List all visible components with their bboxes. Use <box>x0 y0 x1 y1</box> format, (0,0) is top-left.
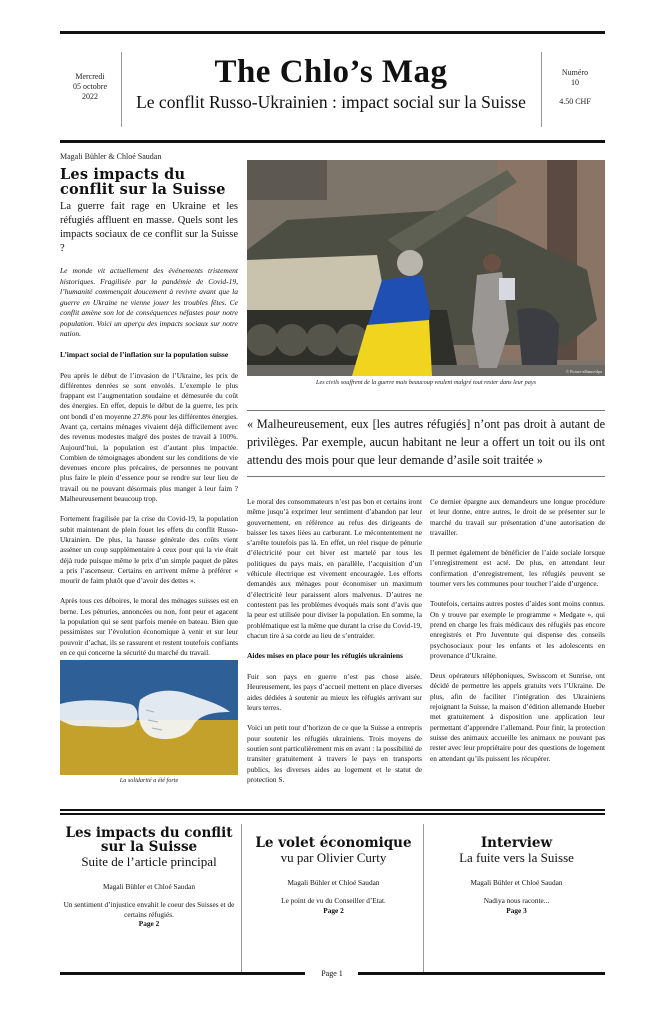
issue-price: 4.50 CHF <box>559 97 591 106</box>
footer-rule-right <box>358 972 605 975</box>
teaser-subtitle: La fuite vers la Suisse <box>459 850 574 865</box>
article-column-3 <box>430 497 605 774</box>
publication-subtitle: Le conflit Russo-Ukrainien : impact social sur la Suisse <box>136 92 526 112</box>
teaser-headline: Interview <box>480 835 553 851</box>
quote-rule-top <box>247 410 605 411</box>
masthead-issue <box>545 68 605 107</box>
teaser-headline: Le volet économique <box>255 835 412 851</box>
article-deck: La guerre fait rage en Ukraine et les réfugiés affluent en masse. Quels sont les impacts sociaux de ce conflit sur la Suisse ? <box>60 201 238 254</box>
date-year: 2022 <box>82 92 98 101</box>
teaser-description: Le point de vu du Conseiller d’Etat. <box>281 896 386 905</box>
article-column-2 <box>247 497 422 795</box>
teaser-main-article[interactable] <box>60 826 238 928</box>
teaser-description: Un sentiment d’injustice envahit le coeur des Suisses et de certains réfugiés. <box>63 900 235 919</box>
paragraph: Après tous ces déboires, le moral des ménages suisses est en berne. Les pénuries, annoncées ou non, font peur et agacent la population qui se sent parfois menée en bateau. Bien que pessimistes sur l’évolution économique à venir et sur leur pouvoir d’achat, ils se rassurent et restent toutefois confiants en ce qui concerne la sécurité du marché du travail. <box>60 596 238 657</box>
masthead-divider-left <box>121 52 122 127</box>
solidarity-caption: La solidarité a été forte <box>119 777 179 784</box>
paragraph: Peu après le début de l’invasion de l’Ukraine, les prix de différentes denrées se sont envolés. L’exemple le plus frappant est l’augmentation soudaine et démesurée du coût des énergies. En effet, depuis le début de la guerre, les prix ont bondi d’en moyenne 27.8% pour les différentes énergies. Avant ça, certains ménages vivaient déjà difficilement avec des revenus modestes malgré des postes de travail à 100%. Aujourd’hui, la population est d’autant plus impactée. Combien de témoignages abondent sur les conditions de vie devenues encore plus précaires, de personnes ne pouvant plus faire le plein d’essence pour se rendre sur leur lieu de travail ou ne pouvant désormais plus manger à leur faim ? Malheureusement beaucoup trop. <box>60 370 238 504</box>
issue-number: 10 <box>571 78 579 87</box>
section-title-inflation: L’impact social de l’inflation sur la population suisse <box>60 349 229 359</box>
article-byline: Magali Bühler & Chloé Saudan <box>60 152 162 161</box>
teaser-subtitle: vu par Olivier Curty <box>280 850 387 865</box>
teaser-headline: Les impacts du conflit sur la Suisse <box>65 825 233 855</box>
paragraph: Il permet également de bénéficier de l’aide sociale lorsque l’enregistrement est acté. De plus, en attendant leur confirmation d’enregistrement, les réfugiés peuvent se tourner vers les communes pour toucher l’aide d’urgence. <box>430 548 605 589</box>
pull-quote: « Malheureusement, eux [les autres réfugiés] n’ont pas droit à autant de privilèges. Par exemple, aucun habitant ne leur a offert un toit ou ils ont attendu des mois pour que leur demande d’asile soit traitée » <box>247 417 605 467</box>
publication-title: The Chlo’s Mag <box>214 54 448 90</box>
teaser-divider-1 <box>241 824 242 974</box>
paragraph: Voici un petit tour d’horizon de ce que la Suisse a entrepris pour soutenir les réfugiés ukrainiens. Trois moyens de soutien sont particulièrement mis en avant : la possibilité de transiter gratuitement à travers le pays en transports publics, les diverses aides au logement et le statut de protection S. <box>247 723 422 784</box>
paragraph: Deux opérateurs téléphoniques, Swisscom et Sunrise, ont décidé de permettre les appels gratuits vers l’Ukraine. De plus, afin de faciliter l’intégration des Ukrainiens rejoignant la Suisse, la maison d’édition allemande Hueber met gratuitement à disposition une application leur permettant d’apprendre l’allemand. Pour finir, la protection suisse des animaux accueille les animaux ne pouvant pas rester avec leur propriétaire pour des questions de logement en attendant qu’ils puissent les récupérer. <box>430 671 605 763</box>
photo-credit: © Picture-alliance/dpa <box>565 369 602 374</box>
masthead-date <box>60 72 120 102</box>
footer-rule-left <box>60 972 305 975</box>
teaser-economic[interactable] <box>246 836 421 915</box>
main-photo-caption: Les civils souffrent de la guerre mais beaucoup veulent malgré tout rester dans leur pays <box>316 379 536 386</box>
fist-bump-image <box>60 660 238 775</box>
teaser-page-link[interactable]: Page 2 <box>138 919 160 928</box>
paragraph: Le moral des consommateurs n’est pas bon et certains iront même jusqu’à exprimer leur sentiment d’abandon par leur gouvernement, en référence au refus des dirigeants de baisser les taxes liées au carburant. Le mécontentement ne s’arrête toutefois pas là. En effet, un réel risque de pénurie d’électricité pour cet hiver est martelé par tous les politiques du pays mais, en parallèle, l’acquisition d’un véhicule électrique est vivement encouragée. Les efforts demandés aux ménages pour économiser un maximum d’électricité leur paraissent alors malvenus. D’autres ne contestent pas les problèmes évoqués mais sont d’avis que la peur est utilisée pour diviser la population. En somme, la problématique est la même que durant la crise du Covid-19, chacun tire à sa corde au lieu de s’entraider. <box>247 497 422 640</box>
teaser-byline: Magali Bühler et Chloé Saudan <box>102 882 195 891</box>
teaser-interview[interactable] <box>428 836 605 915</box>
article-headline: Les impacts du conflit sur la Suisse <box>60 166 226 198</box>
issue-label: Numéro <box>561 68 589 77</box>
top-rule <box>60 31 605 34</box>
teaser-subtitle: Suite de l’article principal <box>81 854 217 869</box>
masthead-divider-right <box>541 52 542 127</box>
civilians-tank-image <box>247 160 605 376</box>
page-number: Page 1 <box>321 969 343 978</box>
paragraph: Ce dernier épargne aux demandeurs une longue procédure et leur donne, entre autres, le droit de se présenter sur le marché du travail sur présentation d’une autorisation de travailler. <box>430 497 605 537</box>
date-day: Mercredi <box>75 72 105 81</box>
article-column-1 <box>60 152 238 668</box>
teaser-rule-top-2 <box>60 813 605 815</box>
teaser-divider-2 <box>423 824 424 974</box>
teaser-page-link[interactable]: Page 2 <box>323 905 344 915</box>
section-title-aid: Aides mises en place pour les réfugiés ukrainiens <box>247 651 403 661</box>
paragraph: Toutefois, certains autres postes d’aides sont moins connus. On y trouve par exemple le programme « Medgate », qui prend en charge les frais médicaux des réfugiés pas encore enregistrés et Pro Juventute qui dispense des conseils psychosociaux pour les enfants et les adolescents en provenance d’Ukraine. <box>430 599 605 660</box>
main-photo <box>247 160 605 376</box>
masthead-bottom-rule <box>60 140 605 143</box>
solidarity-photo <box>60 660 238 775</box>
paragraph: Fortement fragilisée par la crise du Covid-19, la population subit maintenant de plein fouet les effets du conflit Russo-Ukrainien. De plus, la hausse générale des coûts vient asséner un coup supplémentaire à ceux pour qui la vie était déjà rude puisque même le prix d’un simple paquet de pâtes a pris l’ascenseur. Certains en arrivent même à préférer « mourir de faim plutôt que d’avoir des dettes ». <box>60 514 238 586</box>
teaser-page-link[interactable]: Page 3 <box>506 905 527 915</box>
paragraph: Fuir son pays en guerre n’est pas chose aisée. Heureusement, les pays d’accueil mettent en place diverses aides dédiées à soutenir au mieux les réfugiés arrivant sur leurs terres. <box>247 672 422 713</box>
date-daymonth: 05 octobre <box>73 82 107 91</box>
article-lead: Le monde vit actuellement des événements tristement historiques. Fragilisée par la pandémie de Covid-19, l’humanité commençait doucement à revivre avant que la guerre en Ukraine ne vienne jouer les troubles fêtes. Ce conflit amène son lot de conséquences néfastes pour notre population. Voici un aperçu des impacts sociaux sur notre nation. <box>60 266 238 338</box>
teaser-description: Nadiya nous raconte... <box>483 896 550 905</box>
teaser-rule-top-1 <box>60 809 605 811</box>
teaser-byline: Magali Bühler et Chloé Saudan <box>287 878 380 887</box>
teaser-byline: Magali Bühler et Chloé Saudan <box>470 878 563 887</box>
quote-rule-bottom <box>247 476 605 477</box>
